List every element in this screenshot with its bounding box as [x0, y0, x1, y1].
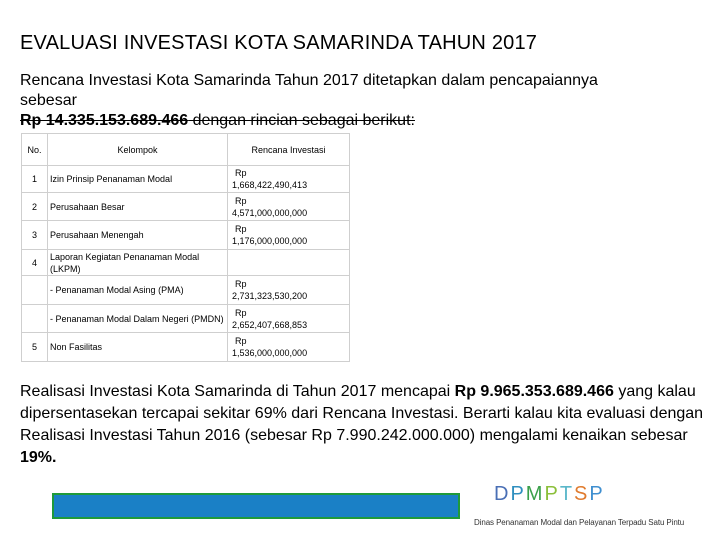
table-row: [22, 193, 350, 221]
row-amount: [228, 221, 350, 250]
row-no: 4: [22, 250, 48, 276]
table-header-row: [22, 134, 350, 166]
row-currency: Rp: [235, 279, 247, 289]
planned-amount: Rp 14.335.153.689.466: [20, 112, 189, 129]
row-currency: Rp: [235, 224, 247, 234]
intro-line-1: Rencana Investasi Kota Samarinda Tahun 2017 ditetapkan dalam pencapaiannya: [20, 72, 598, 89]
row-label: - Penanaman Modal Asing (PMA): [48, 276, 228, 305]
header-plan: Rencana Investasi: [228, 134, 350, 166]
table-row: [22, 333, 350, 362]
logo-letter-5: T: [559, 483, 573, 505]
slide-title: EVALUASI INVESTASI KOTA SAMARINDA TAHUN 2017: [20, 32, 538, 54]
row-value: 1,668,422,490,413: [232, 180, 308, 190]
header-no: No.: [22, 134, 48, 166]
investment-plan-table: [21, 133, 350, 362]
header-group: Kelompok: [48, 134, 228, 166]
row-currency: Rp: [235, 307, 247, 318]
logo-letter-1: D: [494, 483, 509, 505]
row-amount: [228, 166, 350, 193]
row-currency: Rp: [235, 195, 247, 206]
row-label: Laporan Kegiatan Penanaman Modal (LKPM): [48, 250, 228, 276]
row-amount: [228, 305, 350, 333]
row-value: 2,652,407,668,853: [232, 319, 308, 330]
table-row: [22, 166, 350, 193]
row-currency: Rp: [235, 168, 247, 178]
intro-paragraph: [20, 71, 710, 131]
intro-line-3: [20, 111, 710, 131]
row-currency: Rp: [235, 336, 247, 346]
logo-letter-7: P: [589, 483, 603, 505]
row-label: Perusahaan Menengah: [48, 221, 228, 250]
growth-percentage: 19%.: [20, 449, 57, 466]
row-amount: [228, 250, 350, 276]
table-row: [22, 305, 350, 333]
row-value: 1,536,000,000,000: [232, 348, 308, 358]
logo-letter-4: P: [544, 483, 558, 505]
dpmptsp-logo: [470, 478, 715, 538]
row-value: 4,571,000,000,000: [232, 207, 308, 218]
logo-tagline: Dinas Penanaman Modal dan Pelayanan Terpadu Satu Pintu: [474, 518, 685, 527]
row-no: 3: [22, 221, 48, 250]
intro-line-2: sebesar: [20, 92, 77, 109]
row-amount: [228, 276, 350, 305]
logo-letter-3: M: [525, 483, 543, 505]
row-label: Non Fasilitas: [48, 333, 228, 362]
realized-amount: Rp 9.965.353.689.466: [454, 383, 614, 400]
summary-text-1: Realisasi Investasi Kota Samarinda di Tahun 2017 mencapai: [20, 383, 455, 400]
logo-letters: [494, 478, 605, 510]
table-row: [22, 250, 350, 276]
row-value: 2,731,323,530,200: [232, 291, 308, 301]
row-label: - Penanaman Modal Dalam Negeri (PMDN): [48, 305, 228, 333]
row-label: Perusahaan Besar: [48, 193, 228, 221]
table-row: [22, 221, 350, 250]
logo-letter-6: S: [574, 483, 588, 505]
summary-paragraph: [20, 381, 710, 469]
logo-letter-2: P: [510, 483, 524, 505]
footer-bar: [52, 493, 460, 519]
row-amount: [228, 193, 350, 221]
row-no: 5: [22, 333, 48, 362]
row-no: [22, 305, 48, 333]
intro-tail: dengan rincian sebagai berikut:: [188, 112, 415, 129]
summary-text-2: yang kalau dipersentasekan tercapai sekitar 69% dari Rencana Investasi. Berarti kalau kita evaluasi dengan Realisasi Investasi Tahun 2016 (sebesar Rp 7.990.242.000.000) mengalami kenaikan sebesar: [20, 383, 704, 444]
row-value: 1,176,000,000,000: [232, 236, 308, 246]
row-label: Izin Prinsip Penanaman Modal: [48, 166, 228, 193]
row-no: 1: [22, 166, 48, 193]
row-no: [22, 276, 48, 305]
row-no: 2: [22, 193, 48, 221]
row-amount: [228, 333, 350, 362]
table-row: [22, 276, 350, 305]
